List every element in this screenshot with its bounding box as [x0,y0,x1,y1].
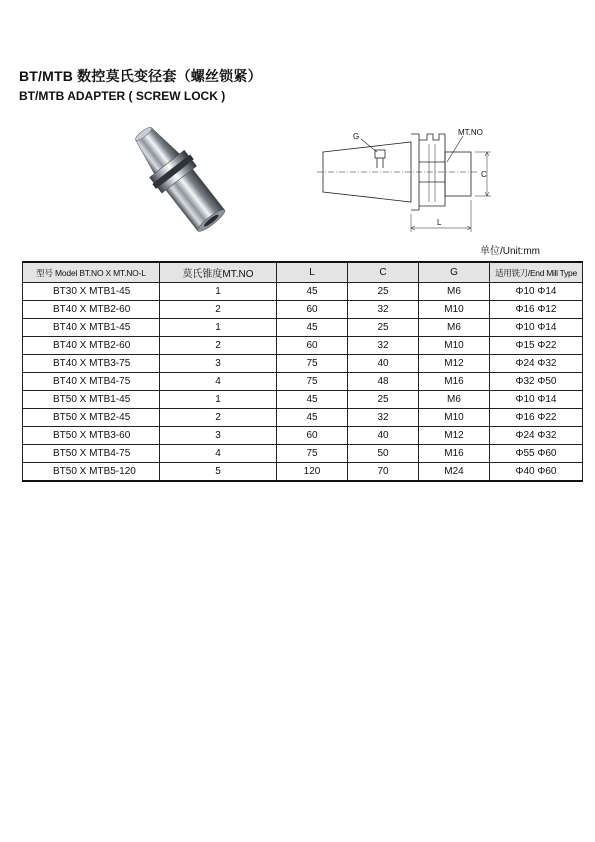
header-g: G [419,262,490,283]
cell-l: 45 [277,391,348,409]
cell-mt-no: 2 [160,301,277,319]
cell-model: BT40 X MTB2-60 [23,337,160,355]
cell-g: M6 [419,283,490,301]
cell-mt-no: 1 [160,319,277,337]
table-header-row [23,262,583,283]
cell-model: BT50 X MTB4-75 [23,445,160,463]
header-mt-no: 莫氏锥度MT.NO [160,262,277,283]
cell-c: 25 [348,319,419,337]
cell-g: M16 [419,373,490,391]
cell-c: 32 [348,409,419,427]
cell-end-mill: Φ24 Φ32 [490,427,583,445]
cell-c: 32 [348,337,419,355]
cell-end-mill: Φ16 Φ12 [490,301,583,319]
cell-g: M6 [419,391,490,409]
cell-g: M6 [419,319,490,337]
table-row [23,391,583,409]
cell-model: BT30 X MTB1-45 [23,283,160,301]
cell-c: 25 [348,283,419,301]
cell-c: 25 [348,391,419,409]
cell-end-mill: Φ15 Φ22 [490,337,583,355]
table-row [23,355,583,373]
label-c: C [481,170,487,179]
cell-c: 48 [348,373,419,391]
label-g: G [353,132,360,141]
cell-l: 75 [277,445,348,463]
cell-l: 45 [277,283,348,301]
cell-g: M16 [419,445,490,463]
cell-l: 60 [277,427,348,445]
cell-end-mill: Φ16 Φ22 [490,409,583,427]
cell-c: 40 [348,427,419,445]
cell-g: M24 [419,463,490,482]
cell-l: 45 [277,319,348,337]
table-row [23,337,583,355]
cell-l: 75 [277,355,348,373]
header-model: 型号 Model BT.NO X MT.NO-L [23,262,160,283]
cell-c: 50 [348,445,419,463]
cell-mt-no: 1 [160,391,277,409]
cell-l: 60 [277,337,348,355]
label-mt: MT.NO [458,128,483,137]
table-row [23,427,583,445]
cell-g: M12 [419,427,490,445]
header-c: C [348,262,419,283]
cell-mt-no: 4 [160,373,277,391]
cell-end-mill: Φ10 Φ14 [490,319,583,337]
header-end-mill: 适用铣刀/End Mill Type [490,262,583,283]
cell-l: 45 [277,409,348,427]
cell-model: BT40 X MTB1-45 [23,319,160,337]
cell-end-mill: Φ24 Φ32 [490,355,583,373]
cell-c: 40 [348,355,419,373]
cell-model: BT40 X MTB2-60 [23,301,160,319]
cell-model: BT50 X MTB1-45 [23,391,160,409]
cell-model: BT50 X MTB5-120 [23,463,160,482]
cell-c: 32 [348,301,419,319]
cell-end-mill: Φ40 Φ60 [490,463,583,482]
cell-mt-no: 4 [160,445,277,463]
technical-drawing [315,122,515,234]
table-row [23,319,583,337]
cell-end-mill: Φ10 Φ14 [490,391,583,409]
cell-mt-no: 2 [160,409,277,427]
table-row [23,283,583,301]
header-l: L [277,262,348,283]
cell-g: M12 [419,355,490,373]
cell-l: 120 [277,463,348,482]
cell-mt-no: 3 [160,427,277,445]
cell-mt-no: 3 [160,355,277,373]
spec-table [22,261,583,482]
cell-l: 75 [277,373,348,391]
cell-model: BT40 X MTB3-75 [23,355,160,373]
cell-mt-no: 2 [160,337,277,355]
unit-label: 单位/Unit:mm [480,246,540,257]
cell-g: M10 [419,409,490,427]
cell-l: 60 [277,301,348,319]
product-photo [118,118,238,238]
table-row [23,409,583,427]
cell-model: BT50 X MTB2-45 [23,409,160,427]
table-row [23,301,583,319]
cell-mt-no: 5 [160,463,277,482]
cell-g: M10 [419,337,490,355]
cell-model: BT40 X MTB4-75 [23,373,160,391]
cell-end-mill: Φ32 Φ50 [490,373,583,391]
cell-end-mill: Φ55 Φ60 [490,445,583,463]
table-row [23,445,583,463]
page-title: BT/MTB 数控莫氏变径套（螺丝锁紧） [19,68,262,84]
cell-g: M10 [419,301,490,319]
page-subtitle: BT/MTB ADAPTER ( SCREW LOCK ) [19,89,226,103]
cell-model: BT50 X MTB3-60 [23,427,160,445]
cell-end-mill: Φ10 Φ14 [490,283,583,301]
label-l: L [437,218,442,227]
table-row [23,463,583,482]
table-row [23,373,583,391]
cell-c: 70 [348,463,419,482]
cell-mt-no: 1 [160,283,277,301]
